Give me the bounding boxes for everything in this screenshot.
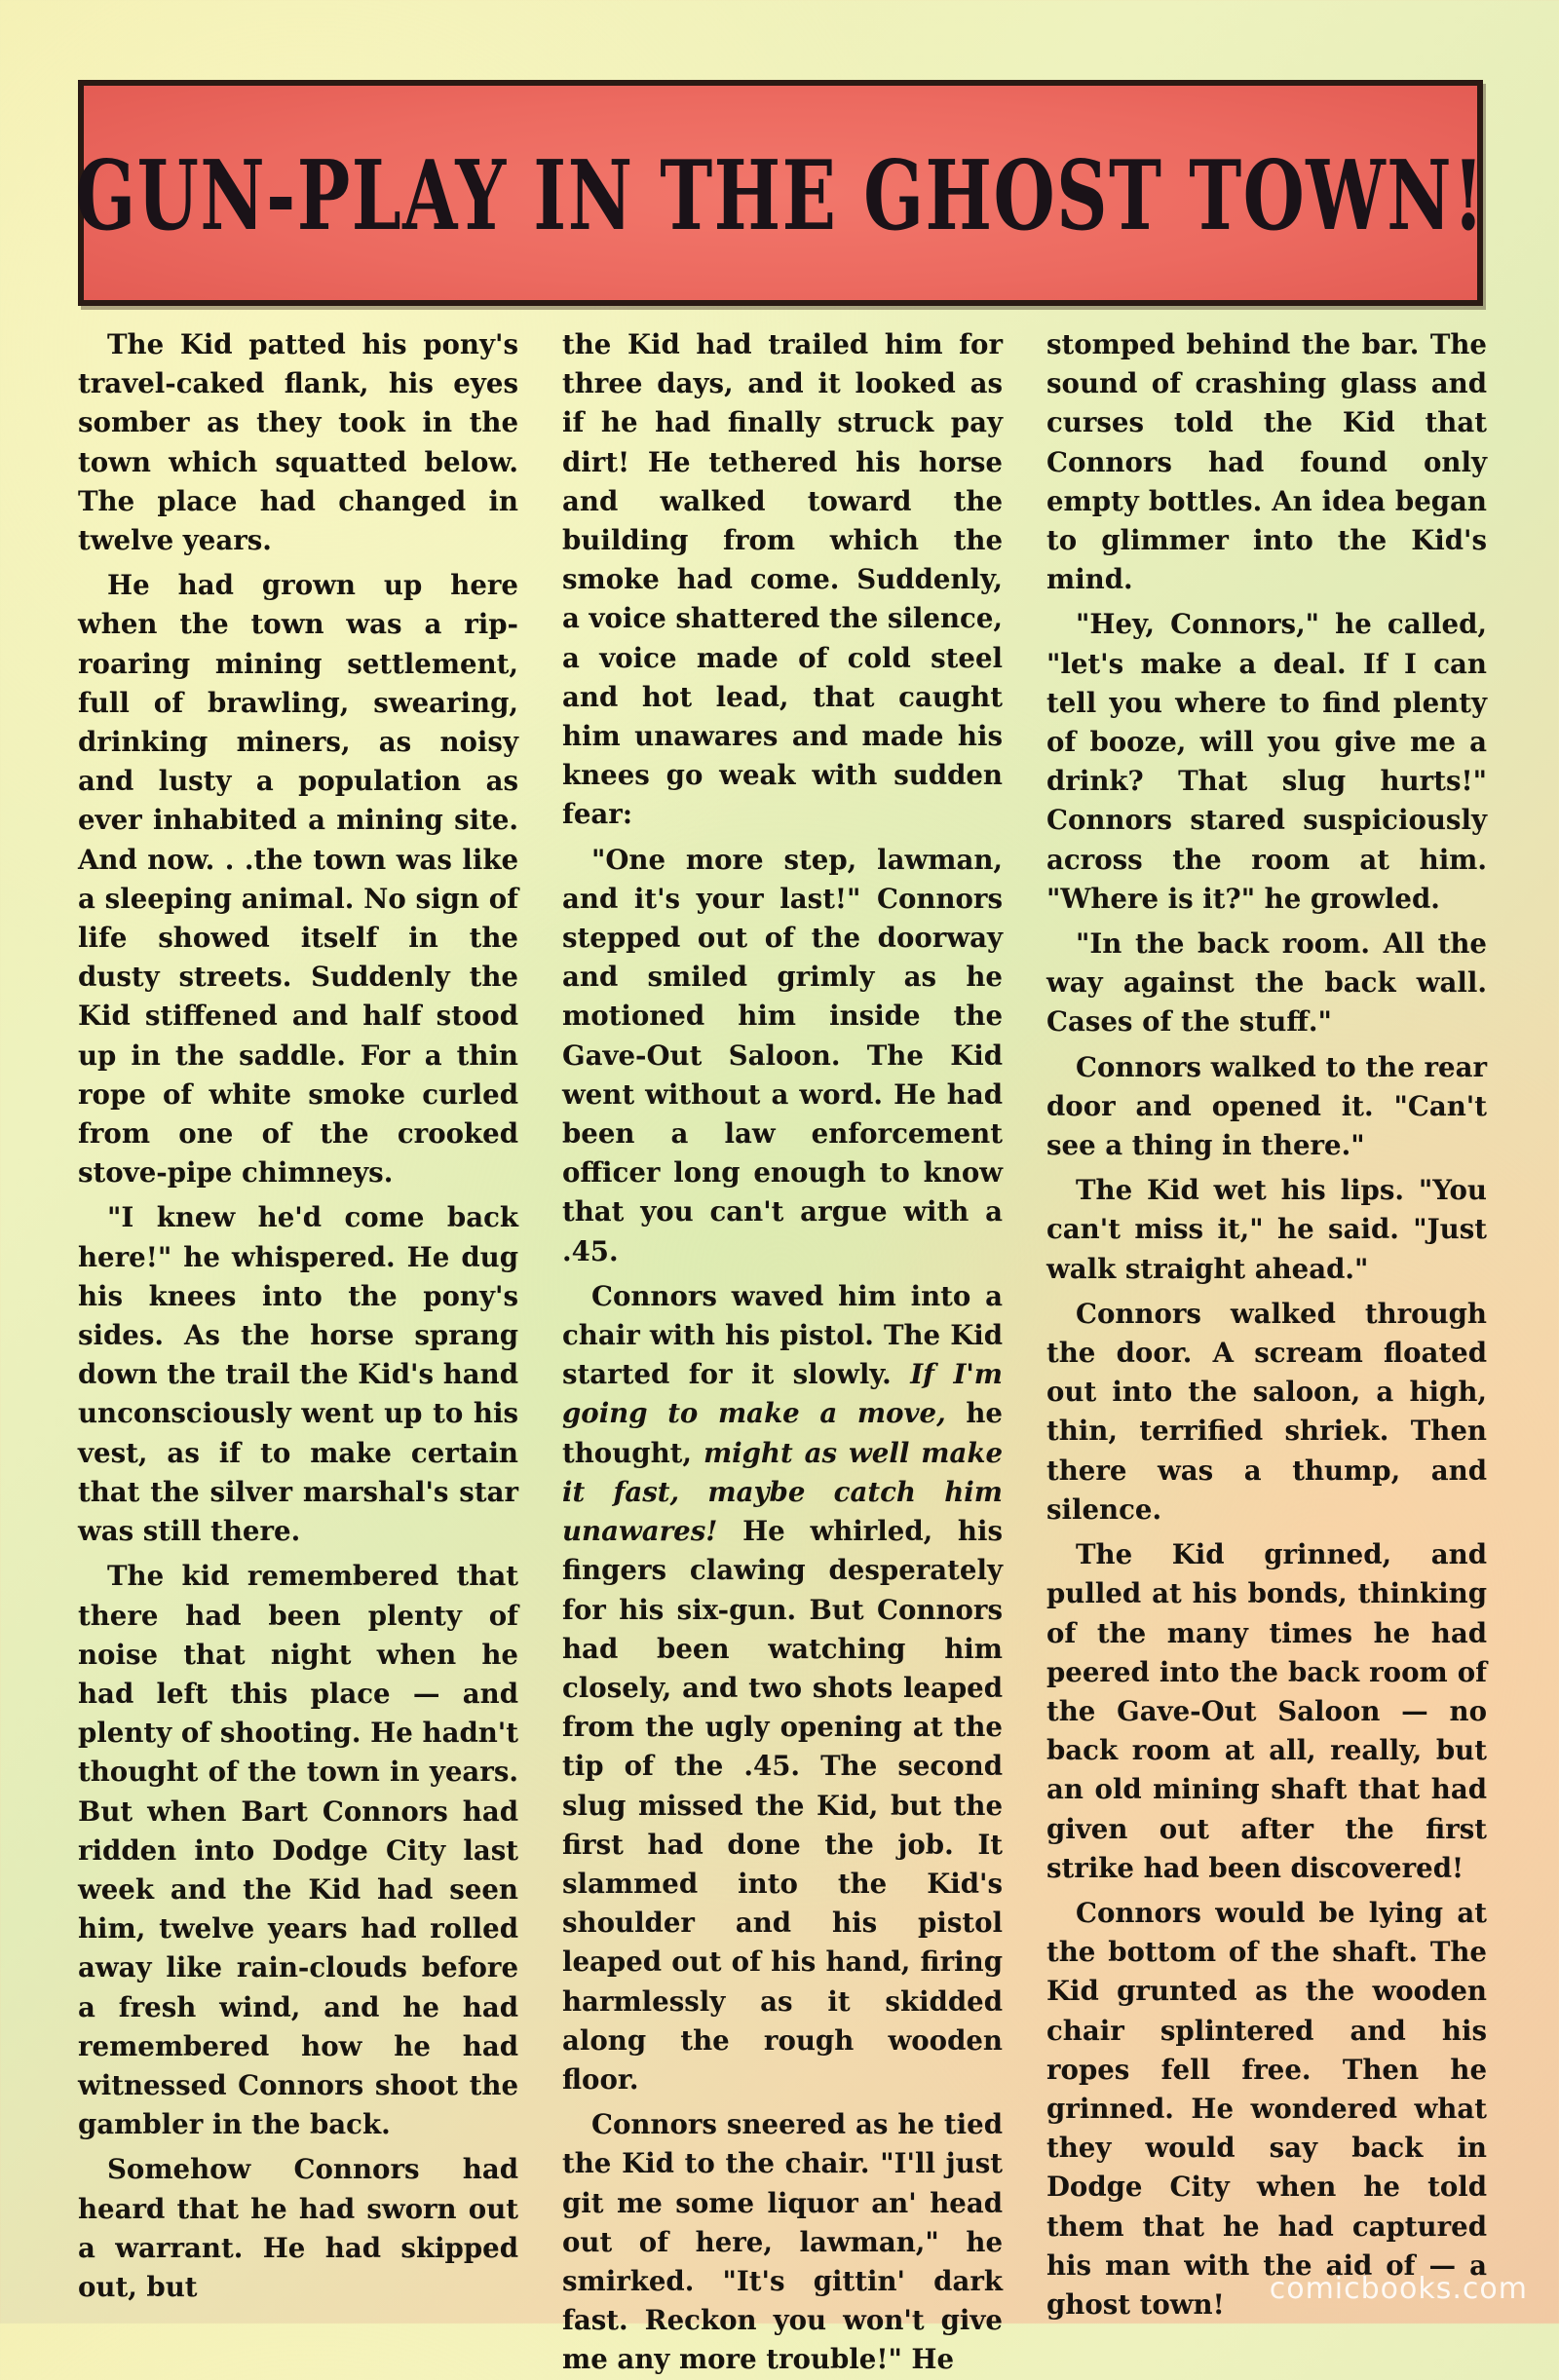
italic-thought: If I'm going to make a move, [562, 1358, 1004, 1430]
paragraph: He had grown up here when the town was a rip-roaring mining settlement, full of brawling, swearing, drinking miners, as noisy and lusty a population as ever inhabited a mining site. And now. . .the town was like a sleeping animal. No sign of life showed itself in the dusty streets. Suddenly the Kid stiffened and half stood up in the saddle. For a thin rope of white smoke curled from one of the crooked stove-pipe chimneys. [78, 569, 518, 1190]
paragraph: The Kid grinned, and pulled at his bonds, thinking of the many times he had peered into the back room of the Gave-Out Saloon — no back room at all, really, but an old mining shaft that had given out after the first strike had been discovered! [1046, 1538, 1487, 1884]
italic-thought: might as well make it fast, maybe catch him unawares! [562, 1436, 1003, 1548]
paragraph [562, 1277, 1003, 2099]
paragraph: "One more step, lawman, and it's your last!" Connors stepped out of the doorway and smiled grimly as he motioned him inside the Gave-Out Saloon. The Kid went without a word. He had been a law enforcement officer long enough to know that you can't argue with a .45. [562, 843, 1003, 1267]
paragraph: Connors walked through the door. A scream floated out into the saloon, a high, thin, terrified shriek. Then there was a thump, and silence. [1046, 1297, 1487, 1526]
title-banner [75, 80, 1486, 306]
paragraph: "Hey, Connors," he called, "let's make a deal. If I can tell you where to find plenty of booze, will you give me a drink? That slug hurts!" Connors stared suspiciously across the room at him. "Where is it?" he growled. [1046, 608, 1487, 915]
paragraph: The kid remembered that there had been plenty of noise that night when he had left this place — and plenty of shooting. He hadn't thought of the town in years. But when Bart Connors had ridden into Dodge City last week and the Kid had seen him, twelve years had rolled away like rain-clouds before a fresh wind, and he had remembered how he had witnessed Connors shoot the gambler in the back. [78, 1560, 518, 2141]
paragraph: "In the back room. All the way against the back wall. Cases of the stuff." [1046, 927, 1487, 1039]
paragraph: The Kid patted his pony's travel-caked flank, his eyes somber as they took in the town which squatted below. The place had changed in twelve years. [78, 328, 518, 557]
paragraph: "I knew he'd come back here!" he whispered. He dug his knees into the pony's sides. As the horse sprang down the trail the Kid's hand unconsciously went up to his vest, as if to make certain that the silver marshal's star was still there. [78, 1201, 518, 1548]
column-2 [562, 325, 1004, 2376]
paragraph-continued: stomped behind the bar. The sound of crashing glass and curses told the Kid that Connors had found only empty bottles. An idea began to glimmer into the Kid's mind. [1046, 328, 1487, 596]
site-watermark: comicbooks.com [1269, 2272, 1528, 2306]
paragraph-continued: the Kid had trailed him for three days, and it looked as if he had finally struck pay dirt! He tethered his horse and walked toward the building from which the smoke had come. Suddenly, a voice shattered the silence, a voice made of cold steel and hot lead, that caught him unawares and made his knees go weak with sudden fear: [562, 328, 1003, 831]
text-run: Connors waved him into a chair with his pistol. The Kid started for it slowly. [562, 1279, 1003, 1391]
text-run: he thought, [562, 1397, 1003, 1469]
paragraph: Connors would be lying at the bottom of the shaft. The Kid grunted as the wooden chair splintered and his ropes fell free. Then he grinned. He wondered what they would say back in Dodge City when he told them that he had captured his man with the aid of — a ghost town! [1046, 1896, 1487, 2321]
story-title: GUN-PLAY IN THE GHOST TOWN! [75, 139, 1486, 252]
paragraph: The Kid wet his lips. "You can't miss it," he said. "Just walk straight ahead." [1046, 1174, 1487, 1285]
paragraph: Connors walked to the rear door and opened it. "Can't see a thing in there." [1046, 1050, 1487, 1162]
column-1 [78, 325, 518, 2303]
text-run: He whirled, his fingers clawing desperately for his six-gun. But Connors had been watching him closely, and two shots leaped from the ugly opening at the tip of the .45. The second slug missed the Kid, but the first had done the job. It slammed into the Kid's shoulder and his pistol leaped out of his hand, firing harmlessly as it skidded along the rough wooden floor. [562, 1515, 1004, 2096]
paragraph: Somehow Connors had heard that he had sworn out a warrant. He had skipped out, but [78, 2153, 518, 2303]
paragraph: Connors sneered as he tied the Kid to the chair. "I'll just git me some liquor an' head out of here, lawman," he smirked. "It's gittin' dark fast. Reckon you won't give me any more trouble!" He [562, 2108, 1003, 2376]
